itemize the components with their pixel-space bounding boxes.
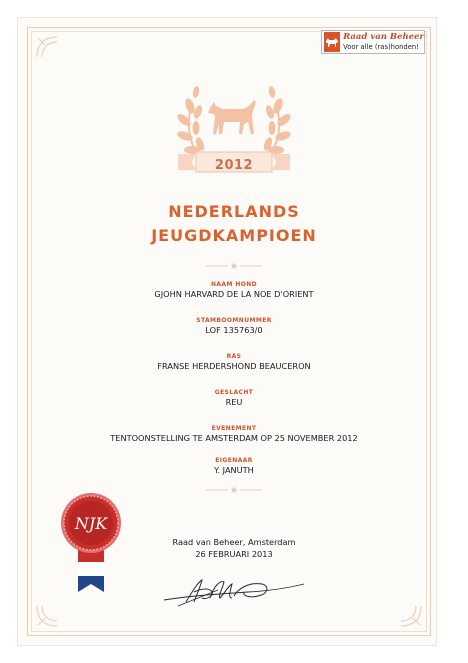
logo-tagline: Voor alle (ras)honden! [343, 43, 419, 51]
corner-ornament-icon [34, 603, 60, 629]
badge-text: NJK [74, 514, 108, 533]
corner-ornament-icon [34, 34, 60, 60]
certificate-title-line2: JEUGDKAMPIOEN [151, 226, 317, 245]
signature [158, 572, 308, 608]
dog-logo-icon [324, 32, 340, 52]
field-label-pedigree-number: STAMBOOMNUMMER [196, 317, 272, 324]
issue-date: 26 FEBRUARI 2013 [195, 549, 273, 559]
field-value-sex: REU [225, 397, 243, 407]
ornament-divider [206, 486, 262, 494]
raad-van-beheer-logo [321, 30, 425, 54]
corner-ornament-icon [398, 603, 424, 629]
field-label-owner: EIGENAAR [215, 457, 253, 464]
logo-name: Raad van Beheer [343, 32, 424, 42]
field-value-pedigree-number: LOF 135763/0 [205, 325, 263, 335]
field-value-breed: FRANSE HERDERSHOND BEAUCERON [157, 361, 311, 371]
ornament-divider [206, 262, 262, 270]
field-value-dog-name: GJOHN HARVARD DE LA NOE D'ORIENT [154, 289, 314, 299]
field-label-event: EVENEMENT [211, 425, 257, 432]
field-label-dog-name: NAAM HOND [210, 281, 258, 288]
field-value-owner: Y. JANUTH [214, 465, 254, 475]
field-value-event: TENTOONSTELLING TE AMSTERDAM OP 25 NOVEMBER 2012 [110, 433, 358, 443]
emblem-year: 2012 [214, 158, 254, 173]
field-label-breed: RAS [226, 353, 242, 360]
field-label-sex: GESLACHT [214, 389, 254, 396]
certificate-title-line1: NEDERLANDS [168, 202, 300, 221]
issuer-place: Raad van Beheer, Amsterdam [172, 537, 296, 547]
